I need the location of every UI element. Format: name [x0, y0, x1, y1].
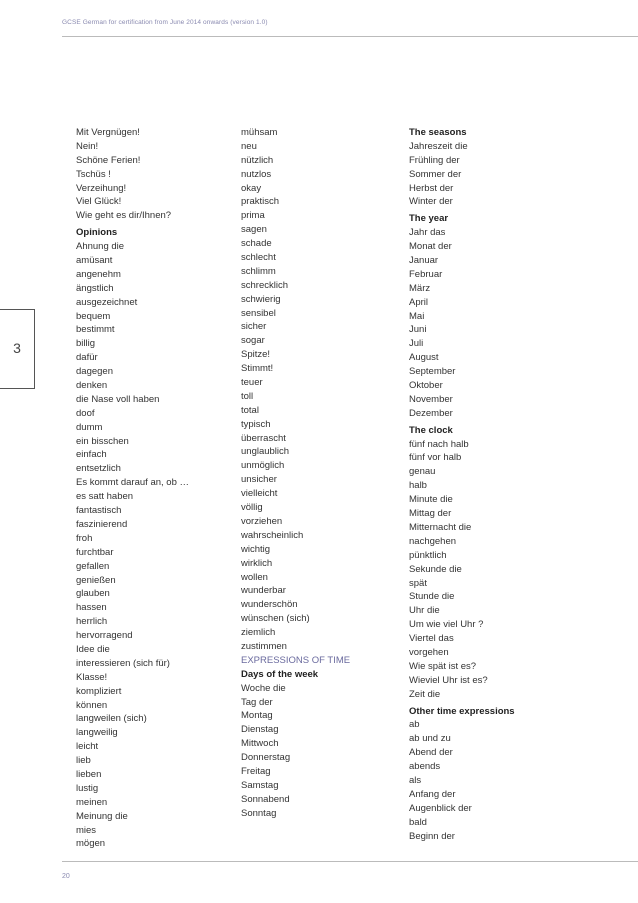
vocab-item: nachgehen: [409, 535, 457, 547]
vocab-item: Schöne Ferien!: [76, 154, 141, 166]
vocab-item: ängstlich: [76, 282, 114, 294]
vocab-heading: Opinions: [76, 227, 118, 239]
vocab-item: furchtbar: [76, 546, 114, 558]
vocab-item: lustig: [76, 782, 99, 794]
vocab-item: schwierig: [241, 293, 281, 305]
vocab-item: teuer: [241, 377, 263, 389]
vocab-item: genießen: [76, 574, 116, 586]
vocab-item: Dienstag: [241, 724, 279, 736]
vocab-item: Dezember: [409, 407, 453, 419]
vocab-item: Stimmt!: [241, 363, 274, 375]
vocab-item: wunderbar: [241, 585, 286, 597]
vocab-column-2: [241, 126, 401, 821]
vocab-item: wichtig: [241, 543, 271, 555]
vocab-item: Wie spät ist es?: [409, 660, 477, 672]
vocab-item: bestimmt: [76, 324, 115, 336]
vocab-item: März: [409, 282, 431, 294]
vocab-item: Samstag: [241, 779, 279, 791]
vocab-item: sensibel: [241, 307, 276, 319]
vocab-item: dumm: [76, 421, 103, 433]
vocab-item: Mittag der: [409, 508, 452, 520]
vocab-item: neu: [241, 140, 257, 152]
vocab-item: Ahnung die: [76, 241, 125, 253]
vocab-item: fantastisch: [76, 505, 122, 517]
vocab-item: Juni: [409, 324, 427, 336]
vocab-item: Oktober: [409, 380, 443, 392]
vocab-item: überrascht: [241, 432, 286, 444]
vocab-item: Spitze!: [241, 349, 271, 361]
vocab-item: Tschüs !: [76, 168, 111, 180]
vocab-item: Mai: [409, 310, 425, 322]
vocab-item: Jahreszeit die: [409, 140, 468, 152]
vocab-item: Juli: [409, 338, 424, 350]
vocab-item: langweilig: [76, 727, 118, 739]
vocab-item: September: [409, 366, 456, 378]
vocab-item: kompliziert: [76, 685, 122, 697]
vocab-item: als: [409, 774, 422, 786]
vocab-item: schlecht: [241, 252, 276, 264]
vocab-item: dafür: [76, 352, 98, 364]
vocab-item: praktisch: [241, 196, 280, 208]
vocab-item: halb: [409, 480, 427, 492]
vocab-item: wünschen (sich): [241, 613, 310, 625]
vocab-item: mögen: [76, 838, 106, 850]
vocab-item: ziemlich: [241, 627, 276, 639]
vocab-item: sicher: [241, 321, 267, 333]
vocab-item: nützlich: [241, 154, 274, 166]
vocab-item: Woche die: [241, 682, 286, 694]
vocab-item: hervorragend: [76, 630, 133, 642]
vocab-heading: The seasons: [409, 127, 467, 138]
vocab-item: meinen: [76, 796, 108, 808]
vocab-item: Mitternacht die: [409, 521, 472, 533]
vocab-item: leicht: [76, 741, 99, 753]
vocab-item: unsicher: [241, 474, 277, 486]
vocab-item: vorziehen: [241, 515, 283, 527]
vocab-item: genau: [409, 466, 436, 478]
vocab-item: Meinung die: [76, 810, 128, 822]
vocab-item: glauben: [76, 588, 110, 600]
vocab-item: unglaublich: [241, 446, 290, 458]
vocab-item: Abend der: [409, 747, 453, 759]
vocab-item: Sommer der: [409, 168, 462, 180]
vocab-item: typisch: [241, 418, 271, 430]
vocab-item: Beginn der: [409, 830, 455, 842]
vocab-item: Herbst der: [409, 182, 454, 194]
vocab-item: Monat der: [409, 241, 452, 253]
vocab-heading: The clock: [409, 424, 453, 436]
vocab-item: mies: [76, 824, 97, 836]
vocab-item: doof: [76, 407, 95, 419]
vocab-item: total: [241, 404, 259, 416]
vocab-item: vorgehen: [409, 646, 449, 658]
vocab-item: Mit Vergnügen!: [76, 127, 140, 138]
vocab-item: sogar: [241, 335, 265, 347]
vocab-item: Um wie viel Uhr ?: [409, 619, 484, 631]
vocab-item: vielleicht: [241, 488, 278, 500]
vocab-item: November: [409, 393, 453, 405]
vocab-item: Jahr das: [409, 227, 446, 239]
vocab-item: gefallen: [76, 560, 110, 572]
vocab-item: ausgezeichnet: [76, 296, 138, 308]
footer-divider: [62, 861, 638, 862]
vocab-item: Nein!: [76, 140, 99, 152]
vocab-item: wunderschön: [241, 599, 298, 611]
vocab-item: spät: [409, 577, 427, 589]
vocab-item: Minute die: [409, 494, 453, 506]
vocab-item: bald: [409, 816, 427, 828]
vocab-item: schrecklich: [241, 279, 288, 291]
vocab-item: abends: [409, 761, 441, 773]
vocab-heading: Other time expressions: [409, 705, 515, 717]
vocab-item: können: [76, 699, 108, 711]
vocab-item: hassen: [76, 602, 107, 614]
vocab-column-3: [409, 126, 609, 843]
vocab-item: Mittwoch: [241, 738, 279, 750]
vocab-item: dagegen: [76, 366, 113, 378]
vocab-item: lieb: [76, 755, 91, 767]
vocab-item: herrlich: [76, 616, 108, 628]
vocab-item: sagen: [241, 224, 267, 236]
vocab-item: April: [409, 296, 429, 308]
vocab-item: Klasse!: [76, 671, 108, 683]
section-title: EXPRESSIONS OF TIME: [241, 654, 351, 666]
section-tab: [0, 309, 35, 389]
vocab-item: bequem: [76, 310, 111, 322]
vocab-item: Verzeihung!: [76, 182, 127, 194]
vocab-item: wirklich: [241, 557, 273, 569]
vocab-item: wollen: [241, 571, 268, 583]
page-number: 20: [62, 873, 70, 880]
vocab-item: schade: [241, 238, 272, 250]
vocab-item: toll: [241, 390, 254, 402]
vocab-heading: Days of the week: [241, 668, 319, 680]
vocab-item: prima: [241, 210, 265, 222]
vocab-item: es satt haben: [76, 491, 134, 503]
vocab-item: unmöglich: [241, 460, 285, 472]
vocab-item: Uhr die: [409, 605, 440, 617]
vocab-item: zustimmen: [241, 640, 287, 652]
vocab-item: Januar: [409, 255, 439, 267]
vocab-item: Sonnabend: [241, 793, 290, 805]
vocab-item: mühsam: [241, 127, 278, 138]
vocab-item: faszinierend: [76, 518, 128, 530]
vocab-item: fünf vor halb: [409, 452, 462, 464]
vocab-item: pünktlich: [409, 549, 447, 561]
vocab-item: Sonntag: [241, 807, 277, 819]
vocab-item: Donnerstag: [241, 752, 291, 764]
vocab-item: Wieviel Uhr ist es?: [409, 674, 488, 686]
vocab-item: denken: [76, 380, 108, 392]
vocab-item: Viel Glück!: [76, 196, 122, 208]
vocab-item: langweilen (sich): [76, 713, 147, 725]
vocab-item: August: [409, 352, 439, 364]
vocab-item: Augenblick der: [409, 802, 472, 814]
vocab-item: wahrscheinlich: [241, 529, 304, 541]
vocab-item: Viertel das: [409, 633, 454, 645]
document-header: GCSE German for certification from June 2014 onwards (version 1.0): [62, 19, 268, 26]
vocab-item: Zeit die: [409, 688, 441, 700]
vocab-item: angenehm: [76, 268, 121, 280]
vocab-item: Es kommt darauf an, ob …: [76, 477, 189, 489]
vocab-item: ab: [409, 719, 420, 731]
vocab-item: fünf nach halb: [409, 438, 469, 450]
vocab-item: ein bisschen: [76, 435, 129, 447]
vocab-item: Sekunde die: [409, 563, 462, 575]
vocab-item: ab und zu: [409, 733, 451, 745]
vocab-item: Wie geht es dir/Ihnen?: [76, 210, 172, 222]
vocab-item: Frühling der: [409, 154, 460, 166]
vocab-item: die Nase voll haben: [76, 393, 160, 405]
vocab-item: Tag der: [241, 696, 273, 708]
vocab-item: Freitag: [241, 765, 271, 777]
vocab-item: billig: [76, 338, 96, 350]
vocab-item: Winter der: [409, 196, 453, 208]
vocab-item: Montag: [241, 710, 273, 722]
vocab-item: Idee die: [76, 643, 110, 655]
vocab-item: einfach: [76, 449, 107, 461]
vocab-item: schlimm: [241, 265, 276, 277]
vocab-item: Anfang der: [409, 788, 456, 800]
vocab-column-1: [76, 126, 236, 851]
vocab-item: froh: [76, 532, 93, 544]
section-tab-number: 3: [13, 340, 21, 356]
vocab-item: interessieren (sich für): [76, 657, 170, 669]
vocab-item: Februar: [409, 268, 443, 280]
vocab-item: nutzlos: [241, 168, 272, 180]
vocab-item: entsetzlich: [76, 463, 121, 475]
vocab-item: lieben: [76, 768, 102, 780]
header-divider: [62, 36, 638, 37]
vocab-item: amüsant: [76, 255, 113, 267]
vocab-item: völlig: [241, 502, 263, 514]
vocab-heading: The year: [409, 213, 449, 225]
vocab-item: okay: [241, 182, 262, 194]
vocab-item: Stunde die: [409, 591, 455, 603]
